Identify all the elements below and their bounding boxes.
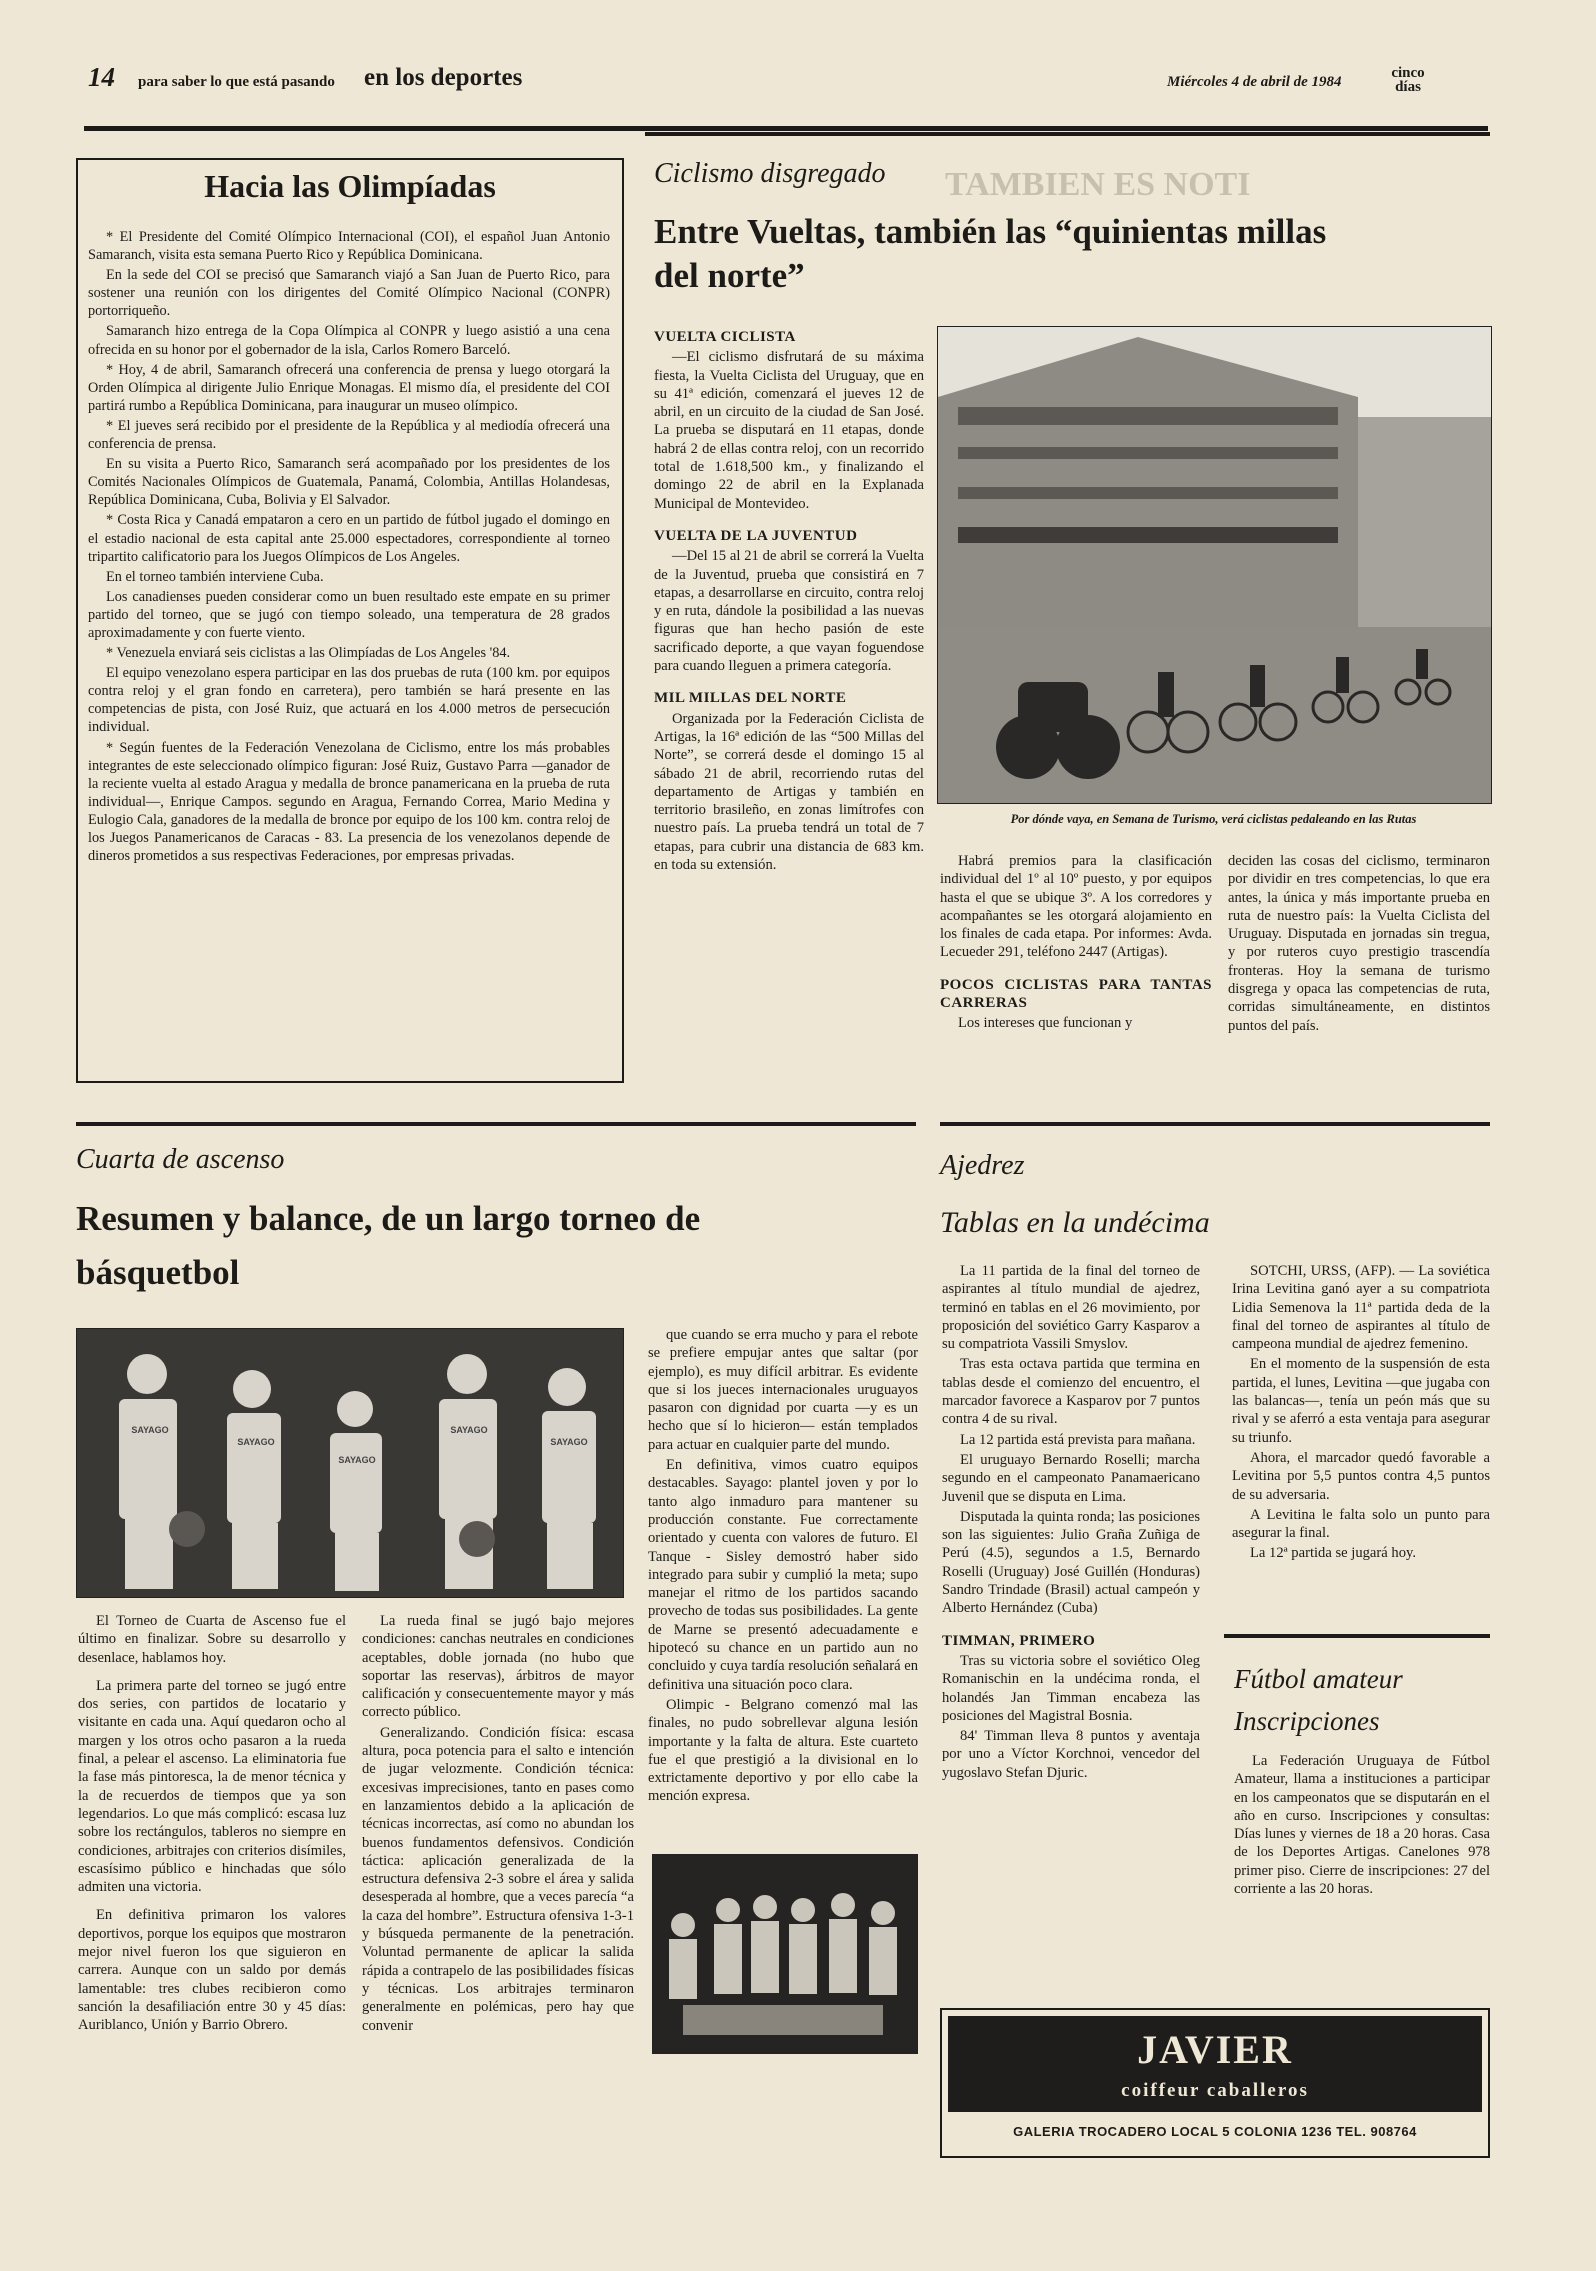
ajedrez-paragraph: SOTCHI, URSS, (AFP). — La soviética Irina Levitina ganó ayer a su compatriota Lidia Semenova la 11ª partida deda de la final del torneo de aspirantes al título de campeona mundial de ajedrez femenino. xyxy=(1232,1263,1490,1353)
vuelta-juventud-head: VUELTA DE LA JUVENTUD xyxy=(654,527,858,544)
jersey-label-1: SAYAGO xyxy=(131,1425,169,1435)
basquet-paragraph: En definitiva, vimos cuatro equipos destacables. Sayago: plantel joven y por lo tanto algo inmaduro para mantener su producción constante. Fue correctamente orientado y cuenta con valores de futuro. El Tanque - Sisley demostró haber sido integrado para subir y cumplió la meta; supo manejar el ritmo de los partidos sacando provecho de todas sus posibilidades. La gente de Marne se presentó adecuadamente e hipotecó su chance en un partido aun no concluido y cuya tardía resolución señalará en definitiva una situación poco clara. xyxy=(648,1457,918,1693)
olimpiadas-paragraph: En su visita a Puerto Rico, Samaranch será acompañado por los presidentes de los Comités Nacionales Olímpicos de Guatemala, Panamá, Colombia, Antillas Holandesas, República Dominicana, Cuba, Bolivia y El Salvador. xyxy=(88,456,610,509)
ciclismo-col1 xyxy=(654,328,924,876)
ajedrez-paragraph: En el momento de la suspensión de esta partida, el lunes, Levitina —que jugaba con las balancas—, tenía un peón más que su rival y se aferró a esta ventaja para asegurar su triunfo. xyxy=(1232,1356,1490,1446)
basquet-col1 xyxy=(78,1612,346,2045)
deciden-body: deciden las cosas del ciclismo, terminaron por dividir en tres competencias, lo que era antes, la única y más importante prueba en ruta de nuestro país: la Vuelta Ciclista del Uruguay. Disputada en jornadas sin tregua, y por ruteros cuyo prestigio trascendía fronteras. Hoy la semana de turismo disgrega y opaca las competencias de ruta, corridas simultáneamente, en distintos puntos del país. xyxy=(1228,853,1490,1034)
ajedrez-paragraph: Tras esta octava partida que termina en tablas desde el comienzo del encuentro, el marcador favorece a Kasparov por 7 puntos contra 4 de su rival. xyxy=(942,1356,1200,1428)
olimpiadas-paragraph: * Según fuentes de la Federación Venezolana de Ciclismo, entre los más probables integrantes de este seleccionado olímpico figuran: José Ruiz, Gustavo Parra —ganador de la reciente vuelta al estado Aragua y medalla de bronce panamericana en la prueba de ruta individual—, Enrique Campos. segundo en Aragua, Fernando Correa, Mario Medina y Eulogio Cala, ganadores de la medalla de bronce por equipo de los 100 km. contra reloj de los Juegos Panamericanos de Caracas - 83. La presencia de los venezolanos depende de dineros prometidos a sus respectivas Federaciones, por empresas privadas. xyxy=(88,739,610,865)
ajedrez-paragraph: El uruguayo Bernardo Roselli; marcha segundo en el campeonato Panamaericano Juvenil que se disputa en Lima. xyxy=(942,1451,1200,1505)
ciclismo-top-rule xyxy=(645,132,1490,136)
section-title: en los deportes xyxy=(364,64,523,91)
futbol-top-rule xyxy=(1224,1634,1490,1638)
ad-address: GALERIA TROCADERO LOCAL 5 COLONIA 1236 TEL. 908764 xyxy=(1013,2124,1417,2139)
team-photo-small xyxy=(652,1854,918,2054)
team-group-icon xyxy=(653,1855,917,2053)
olimpiadas-paragraph: Los canadienses pueden considerar como un buen resultado este empate en su primer partido del torneo, que se jugó con tiempo soleado, una temperatura de 28 grados aproximadamente y con fuerte viento. xyxy=(88,588,610,641)
ad-name: JAVIER xyxy=(1137,2027,1293,2072)
futbol-headline: Inscripciones xyxy=(1234,1706,1380,1736)
logo: cinco días xyxy=(1391,65,1425,95)
basquet-headline: Resumen y balance, de un largo torneo de básquetbol xyxy=(76,1199,701,1292)
ajedrez-top-rule xyxy=(940,1122,1490,1126)
olimpiadas-paragraph: * Venezuela enviará seis ciclistas a las Olimpíadas de Los Angeles '84. xyxy=(106,645,511,662)
basquet-paragraph: En definitiva primaron los valores deportivos, porque los equipos que mostraron mejor nivel fueron los que siguieron en carrera. Aunque con un saldo por demás lamentable: tres clubes recibieron como sanción la desafiliación entre 30 y 45 días: Auriblanco, Unión y Barrio Obrero. xyxy=(78,1907,346,2034)
olimpiadas-paragraph: Samaranch hizo entrega de la Copa Olímpica al CONPR y luego asistió a una cena ofrecida en su honor por el gobernador de la isla, Carlos Romero Barceló. xyxy=(88,323,610,358)
ajedrez-paragraph: Disputada la quinta ronda; las posiciones son las siguientes: Julio Graña Zuñiga de Perú (4.5), segundos a 1.5, Bernardo Roselli (Uruguay) José Guillén (Honduras) Sandro Trindade (Brasil) actual campeón y Alberto Hernández (Cuba) xyxy=(942,1508,1200,1617)
basquet-paragraph: que cuando se erra mucho y para el rebote se prefiere empujar antes que saltar (por ejemplo), es muy difícil arbitrar. Es evidente que si los jueces internacionales uruguayos pasaron con dignidad por cuarta —y es un hecho que sí lo hicieron— están templados para actuar en cualquier parte del mundo. xyxy=(648,1327,918,1453)
olimpiadas-paragraph: El equipo venezolano espera participar en las dos pruebas de ruta (100 km. por equipos contra reloj y el gran fondo en carretera), pero también se hará presente en las competencias de pista, con José Ruiz, que actuará en los 4.000 metros de persecución individual. xyxy=(88,665,610,736)
jersey-label-3: SAYAGO xyxy=(338,1455,376,1465)
ajedrez-headline: Tablas en la undécima xyxy=(940,1206,1210,1239)
vuelta-juventud-body: —Del 15 al 21 de abril se correrá la Vuelta de la Juventud, prueba que consistirá en 7 etapas, a desarrollarse en circuito, contra reloj y en ruta, dándole la posibilidad a las nuevas figuras que han hecho pasión de este sacrificado deporte, a que vayan foguendose para cuando lleguen a primera categoría. xyxy=(654,548,924,675)
olimpiadas-title: Hacia las Olimpíadas xyxy=(204,168,496,204)
basquet-top-rule xyxy=(76,1122,916,1126)
mil-millas-head: MIL MILLAS DEL NORTE xyxy=(654,690,847,707)
basquet-col2 xyxy=(362,1612,634,2037)
cycling-photo xyxy=(937,326,1492,804)
ajedrez-paragraph: La 12ª partida se jugará hoy. xyxy=(1250,1545,1416,1562)
olimpiadas-paragraph: En la sede del COI se precisó que Samaranch viajó a San Juan de Puerto Rico, para sostener una reunión con los dirigentes del Comité Olímpico Nacional (CONPR) portorriqueño. xyxy=(88,267,610,320)
ajedrez-paragraph: La 12 partida está prevista para mañana. xyxy=(960,1431,1196,1448)
basquet-paragraph: La rueda final se jugó bajo mejores condiciones: canchas neutrales en condiciones aceptables, doble jornada (no hubo que soportar las reservas), árbitros de mayor calificación y consecuentemente mayor y más correcto público. xyxy=(362,1613,634,1721)
jersey-label-5: SAYAGO xyxy=(550,1437,588,1447)
ciclismo-headline: Entre Vueltas, también las “quinientas millas del norte” xyxy=(654,212,1327,295)
olimpiadas-paragraph: * Costa Rica y Canadá empataron a cero en un partido de fútbol jugado el domingo en el estadio nacional de esta capital ante 25.000 espectadores, correspondiente al torneo tripartito calificatorio para los Juegos Olímpicos de Los Angeles. xyxy=(88,512,610,565)
futbol-kicker: Fútbol amateur xyxy=(1234,1664,1403,1694)
ajedrez-kicker: Ajedrez xyxy=(940,1150,1025,1181)
page-header xyxy=(88,62,1488,102)
ajedrez-col2 xyxy=(1232,1262,1490,1565)
vuelta-ciclista-head: VUELTA CICLISTA xyxy=(654,329,796,345)
ghost-bleed-text: TAMBIEN ES NOTI xyxy=(945,166,1251,203)
premios-body: Habrá premios para la clasificación individual del 1º al 10º puesto, y por equipos hasta el que se ubique 3º. A los corredores y acompañantes se les otorgará alojamiento en los finales de cada etapa. Por informes: Avda. Lecueder 291, teléfono 2447 (Artigas). xyxy=(940,853,1212,961)
ciclismo-col3 xyxy=(1228,852,1490,1037)
olimpiadas-paragraph: * El jueves será recibido por el presidente de la República y al mediodía ofrecerá una conferencia de prensa. xyxy=(88,417,610,453)
futbol-body: La Federación Uruguaya de Fútbol Amateur, llama a instituciones a participar en los campeonatos que se disputarán en el año en curso. Inscripciones y consultas: Días lunes y viernes de 18 a 20 horas. Casa de los Deportes Artigas. Canelones 978 primer piso. Cierre de inscripciones: 27 del corriente a las 20 horas. xyxy=(1234,1753,1490,1898)
page-number: 14 xyxy=(88,62,115,92)
ajedrez-col1 xyxy=(942,1262,1200,1784)
timman-paragraph: 84' Timman lleva 8 puntos y aventaja por uno a Víctor Korchnoi, vencedor del yugoslavo Stefan Djuric. xyxy=(942,1728,1200,1781)
ajedrez-paragraph: La 11 partida de la final del torneo de aspirantes al título mundial de ajedrez, terminó en tablas en el 26 movimiento, por proposición del soviético Garry Kasparov a su compatriota Vassili Smyslov. xyxy=(942,1263,1200,1353)
jersey-label-2: SAYAGO xyxy=(237,1437,275,1447)
javier-ad xyxy=(940,2008,1490,2158)
basquet-paragraph: Olimpic - Belgrano comenzó mal las finales, no pudo sobrellevar alguna lesión importante y la falta de altura. Este cuarteto fue el que prestigió a la divisional en lo extrictamente deportivo y por ello cabe la mención expresa. xyxy=(648,1696,918,1805)
jersey-label-4: SAYAGO xyxy=(450,1425,488,1435)
basquet-paragraph: Generalizando. Condición física: escasa altura, poca potencia para el salto e intención de jugar velozmente. Condición técnica: excesivas imprecisiones, tanto en pases como en lanzamientos debido a la aplicación de técnicas incorrectas, así como no abundan los buenos fundamentos defensivos. Condición táctica: aplicación generalizada de la estructura defensiva 2-3 sobre el área y salida desesperada al hombre, que a veces parecía “a la caza del hombre”. Estructura ofensiva 1-3-1 y búsqueda permanente de la penetración. Voluntad permanente de aplicar la salida rápida a contrapelo de las posibilidades físicas y técnicas. Los arbitrajes terminaron generalmente en polémicas, pero hay que convenir xyxy=(362,1724,634,2034)
ajedrez-paragraph: Ahora, el marcador quedó favorable a Levitina por 5,5 puntos contra 4,5 puntos de su adversaria. xyxy=(1232,1449,1490,1503)
ad-tagline: coiffeur caballeros xyxy=(1121,2080,1309,2101)
timman-paragraph: Tras su victoria sobre el soviético Oleg Romanischin en la undécima ronda, el holandés Jan Timman encabeza las posiciones del Magistral Bosnia. xyxy=(942,1652,1200,1724)
olimpiadas-paragraph: En el torneo también interviene Cuba. xyxy=(106,568,324,585)
header-rule xyxy=(84,126,1488,131)
basquet-paragraph: La primera parte del torneo se jugó entre dos series, con partidos de locatario y visitante en cada una. Aquí quedaron ocho al margen y los otros ocho pasaron a la rueda final, a pelear el ascenso. La eliminatoria fue la fase más pintoresca, la de menor técnica y la de recuerdos de tiempos que ya son legendarios. Lo que más complicó: escasa luz sobre los rectángulos, tableros no siempre en condiciones, arbitrajes con criterios disímiles, escasísimo público e hinchadas que sólo admiten una victoria. xyxy=(78,1677,346,1896)
cycling-scene-icon xyxy=(938,327,1491,803)
basketball-team-photo xyxy=(76,1328,624,1598)
cycling-photo-caption: Por dónde vaya, en Semana de Turismo, verá ciclistas pedaleando en las Rutas xyxy=(1010,812,1417,826)
mil-millas-body: Organizada por la Federación Ciclista de Artigas, la 16ª edición de las “500 Millas del Norte”, se correrá desde el domingo 15 al sábado 21 de abril, recorriendo rutas del departamento de Artigas y también en territorio brasileño, en zonas limítrofes con nuestro país. La prueba tendrá un total de 7 etapas, para cubrir una distancia de 683 km. en toda su extensión. xyxy=(654,710,924,874)
issue-date: Miércoles 4 de abril de 1984 xyxy=(1167,74,1342,90)
olimpiadas-paragraph: * El Presidente del Comité Olímpico Internacional (COI), el español Juan Antonio Samaranch, visita esta semana Puerto Rico y República Dominicana. xyxy=(88,229,610,264)
ciclismo-col2 xyxy=(940,852,1212,1035)
olimpiadas-text xyxy=(88,228,610,867)
pocos-ciclistas-head: POCOS CICLISTAS PARA TANTAS CARRERAS xyxy=(940,976,1212,1012)
olimpiadas-paragraph: * Hoy, 4 de abril, Samaranch ofrecerá una conferencia de prensa y luego otorgará la Orden Olímpica al dirigente Julio Enrique Monagas. El mismo día, el presidente del COI partirá rumbo a República Dominicana, para inaugurar un museo olímpico. xyxy=(88,361,610,414)
pocos-ciclistas-body: Los intereses que funcionan y xyxy=(958,1015,1133,1032)
ajedrez-paragraph: A Levitina le falta solo un punto para asegurar la final. xyxy=(1232,1506,1490,1542)
section-prefix: para saber lo que está pasando xyxy=(138,74,335,90)
timman-head: TIMMAN, PRIMERO xyxy=(942,1632,1096,1649)
basquet-kicker: Cuarta de ascenso xyxy=(76,1144,285,1175)
vuelta-ciclista-body: —El ciclismo disfrutará de su máxima fiesta, la Vuelta Ciclista del Uruguay, que en su 41ª edición, comenzará el jueves 12 de abril, en un circuito de la ciudad de San José. La prueba se disputará en 11 etapas, donde habrá 2 de ellas contra reloj, con un recorrido total de 1.618,500 km., y finalizando el domingo 22 de abril en la Explanada Municipal de Montevideo. xyxy=(654,349,924,512)
basquet-paragraph: El Torneo de Cuarta de Ascenso fue el último en finalizar. Sobre su desarrollo y desenlace, hablamos hoy. xyxy=(78,1613,346,1666)
basquet-col3 xyxy=(648,1326,918,1808)
ciclismo-kicker: Ciclismo disgregado xyxy=(654,158,886,189)
